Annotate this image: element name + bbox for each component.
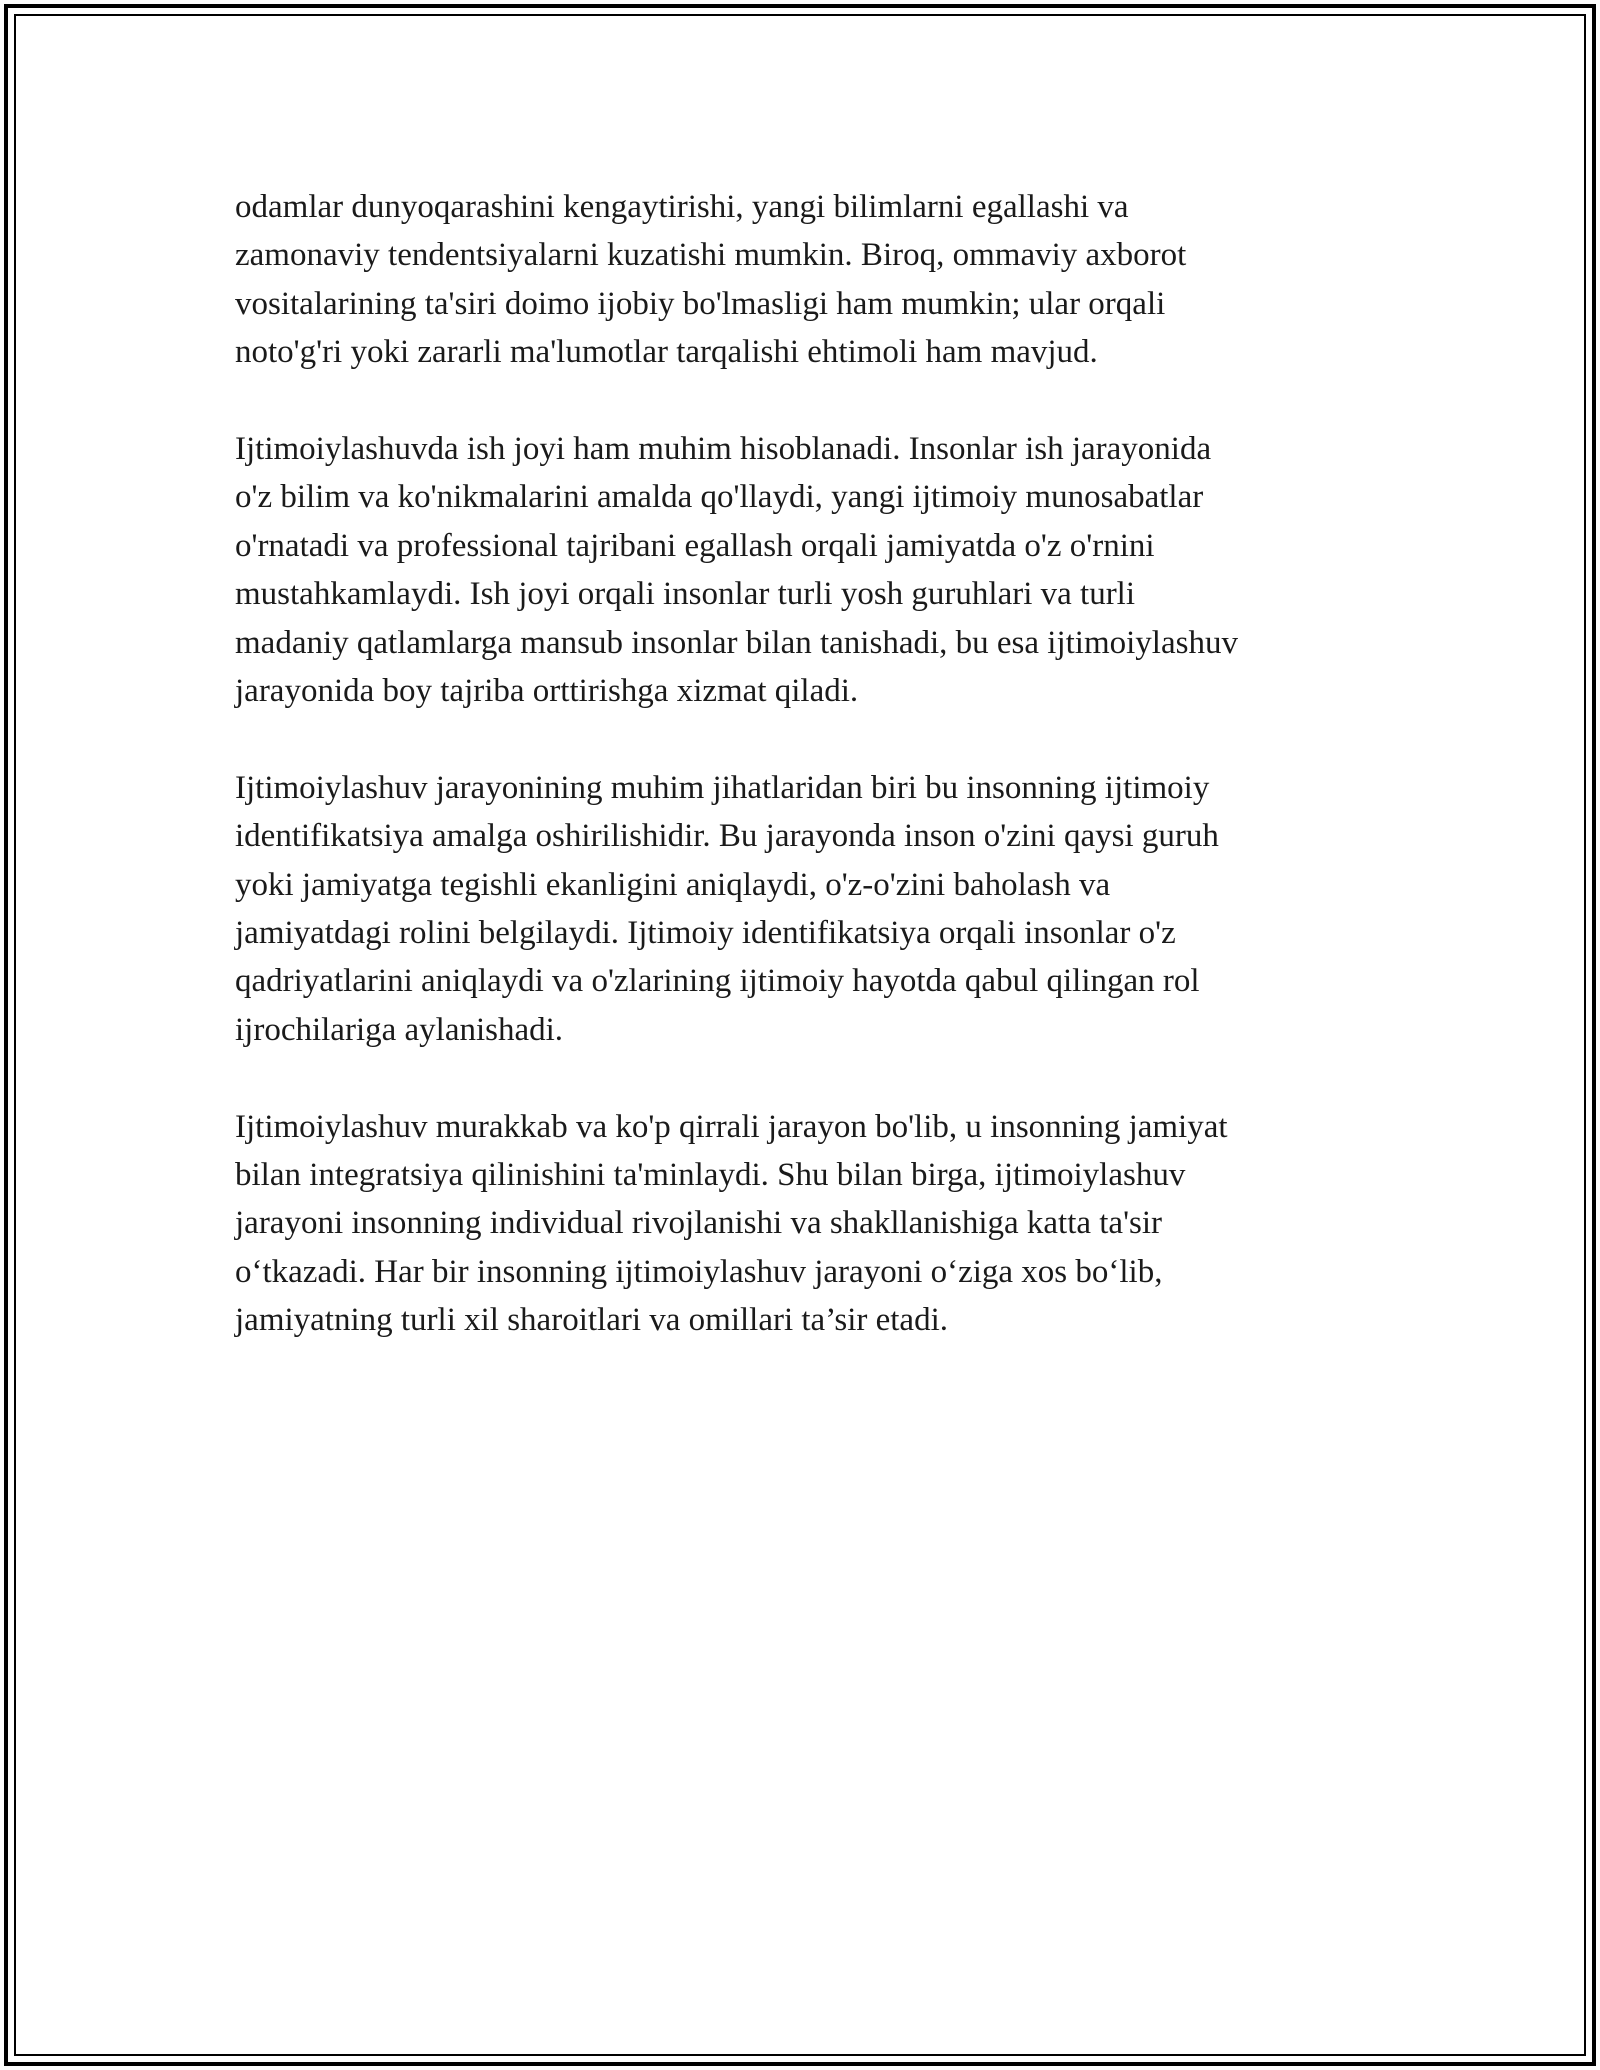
text-line: jarayonida boy tajriba orttirishga xizmat qiladi. xyxy=(235,673,859,710)
paragraph-3 xyxy=(235,764,1375,1054)
text-line: jamiyatning turli xil sharoitlari va omillari ta’sir etadi. xyxy=(235,1302,948,1339)
text-line: o‘tkazadi. Har bir insonning ijtimoiylashuv jarayoni o‘ziga xos bo‘lib, xyxy=(235,1253,1163,1290)
text-line: mustahkamlaydi. Ish joyi orqali insonlar turli yosh guruhlari va turli xyxy=(235,576,1136,613)
text-line: Ijtimoiylashuv murakkab va ko'p qirrali jarayon bo'lib, u insonning jamiyat xyxy=(235,1108,1228,1145)
paragraph-4 xyxy=(235,1103,1375,1345)
paragraph-2 xyxy=(235,425,1375,715)
text-line: Ijtimoiylashuv jarayonining muhim jihatlaridan biri bu insonning ijtimoiy xyxy=(235,769,1210,806)
text-line: madaniy qatlamlarga mansub insonlar bilan tanishadi, bu esa ijtimoiylashuv xyxy=(235,624,1238,661)
text-line: o'z bilim va ko'nikmalarini amalda qo'llaydi, yangi ijtimoiy munosabatlar xyxy=(235,479,1204,516)
document-body xyxy=(235,183,1375,1393)
text-line: bilan integratsiya qilinishini ta'minlaydi. Shu bilan birga, ijtimoiylashuv xyxy=(235,1157,1186,1194)
text-line: zamonaviy tendentsiyalarni kuzatishi mumkin. Biroq, ommaviy axborot xyxy=(235,237,1187,274)
text-line: Ijtimoiylashuvda ish joyi ham muhim hisoblanadi. Insonlar ish jarayonida xyxy=(235,431,1212,468)
text-line: o'rnatadi va professional tajribani egallash orqali jamiyatda o'z o'rnini xyxy=(235,527,1155,564)
text-line: noto'g'ri yoki zararli ma'lumotlar tarqalishi ehtimoli ham mavjud. xyxy=(235,334,1098,371)
paragraph-1 xyxy=(235,183,1375,377)
text-line: odamlar dunyoqarashini kengaytirishi, yangi bilimlarni egallashi va xyxy=(235,189,1129,225)
text-line: jarayoni insonning individual rivojlanishi va shakllanishiga katta ta'sir xyxy=(235,1205,1163,1242)
text-line: jamiyatdagi rolini belgilaydi. Ijtimoiy identifikatsiya orqali insonlar o'z xyxy=(235,915,1176,952)
text-line: qadriyatlarini aniqlaydi va o'zlarining ijtimoiy hayotda qabul qilingan rol xyxy=(235,963,1200,1000)
text-line: ijrochilariga aylanishadi. xyxy=(235,1011,564,1048)
text-line: vositalarining ta'siri doimo ijobiy bo'lmasligi ham mumkin; ular orqali xyxy=(235,285,1166,322)
text-line: identifikatsiya amalga oshirilishidir. Bu jarayonda inson o'zini qaysi guruh xyxy=(235,818,1219,855)
text-line: yoki jamiyatga tegishli ekanligini aniqlaydi, o'z-o'zini baholash va xyxy=(235,866,1111,903)
